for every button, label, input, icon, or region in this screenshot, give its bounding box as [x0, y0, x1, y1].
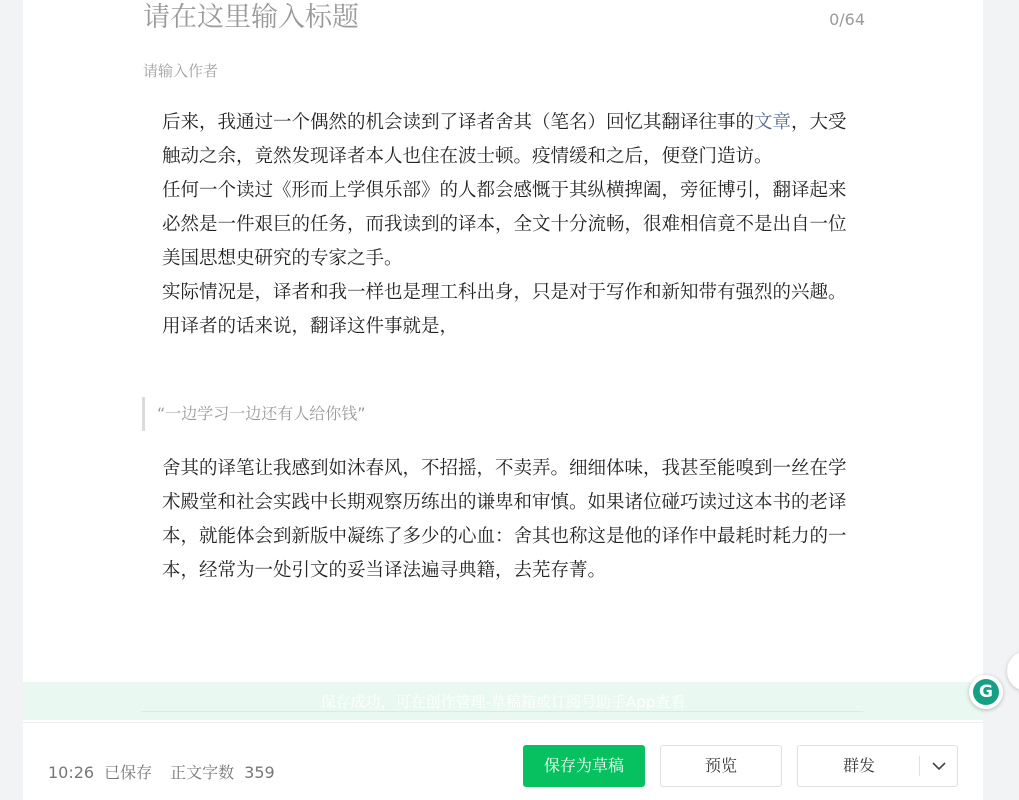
- save-success-toast: 保存成功，可在创作管理-草稿箱或订阅号助手App查看: [23, 682, 983, 720]
- footer-toolbar: [23, 722, 983, 800]
- article-body-continued[interactable]: [162, 452, 852, 588]
- editor-panel: [23, 0, 993, 799]
- grammarly-icon[interactable]: [969, 675, 1003, 709]
- mass-send-button[interactable]: [797, 745, 958, 787]
- chevron-down-icon[interactable]: [929, 746, 949, 786]
- button-divider: [919, 756, 920, 776]
- paragraph: 任何一个读过《形而上学俱乐部》的人都会感慨于其纵横捭阖，旁征博引，翻译起来必然是一件艰巨的任务，而我读到的译本，全文十分流畅，很难相信竟不是出自一位美国思想史研究的专家之手。: [162, 180, 847, 269]
- toast-divider: [141, 711, 863, 712]
- paragraph: 实际情况是，译者和我一样也是理工科出身，只是对于写作和新知带有强烈的兴趣。用译者的话来说，翻译这件事就是，: [162, 282, 847, 337]
- save-time: 10:26: [48, 763, 95, 782]
- paragraph-text: 后来，我通过一个偶然的机会读到了译者舍其（笔名）回忆其翻译往事的: [162, 112, 755, 133]
- save-state: 已保存: [104, 763, 153, 782]
- word-count-value: 359: [244, 763, 275, 782]
- title-input[interactable]: [143, 2, 783, 33]
- blockquote: “一边学习一边还有人给你钱”: [142, 397, 366, 431]
- mass-send-label: 群发: [842, 756, 875, 775]
- side-tool-bubble[interactable]: [1007, 651, 1019, 691]
- article-body[interactable]: [162, 106, 852, 344]
- preview-button[interactable]: 预览: [660, 745, 782, 787]
- paragraph: [162, 106, 852, 174]
- paragraph: 舍其的译笔让我感到如沐春风，不招摇，不卖弄。细细体味，我甚至能嗅到一丝在学术殿堂和社会实践中长期观察历练出的谦卑和审慎。如果诸位碰巧读过这本书的老译本，就能体会到新版中凝练了多少的心血：舍其也称这是他的译作中最耗时耗力的一本，经常为一处引文的妥当译法遍寻典籍，去芜存菁。: [162, 458, 847, 581]
- save-status: [48, 760, 285, 783]
- save-draft-button[interactable]: 保存为草稿: [523, 745, 645, 787]
- title-char-counter: 0/64: [829, 10, 865, 29]
- article-link[interactable]: 文章: [754, 112, 792, 133]
- grammarly-letter: G: [973, 679, 999, 705]
- paragraph-text: ，大受触动之余，竟然发现译者本人也住在波士顿。疫情缓和之后，便登门造访。: [162, 112, 847, 167]
- author-input[interactable]: [143, 62, 543, 80]
- title-row: [143, 0, 865, 44]
- word-count-label: 正文字数: [170, 763, 235, 782]
